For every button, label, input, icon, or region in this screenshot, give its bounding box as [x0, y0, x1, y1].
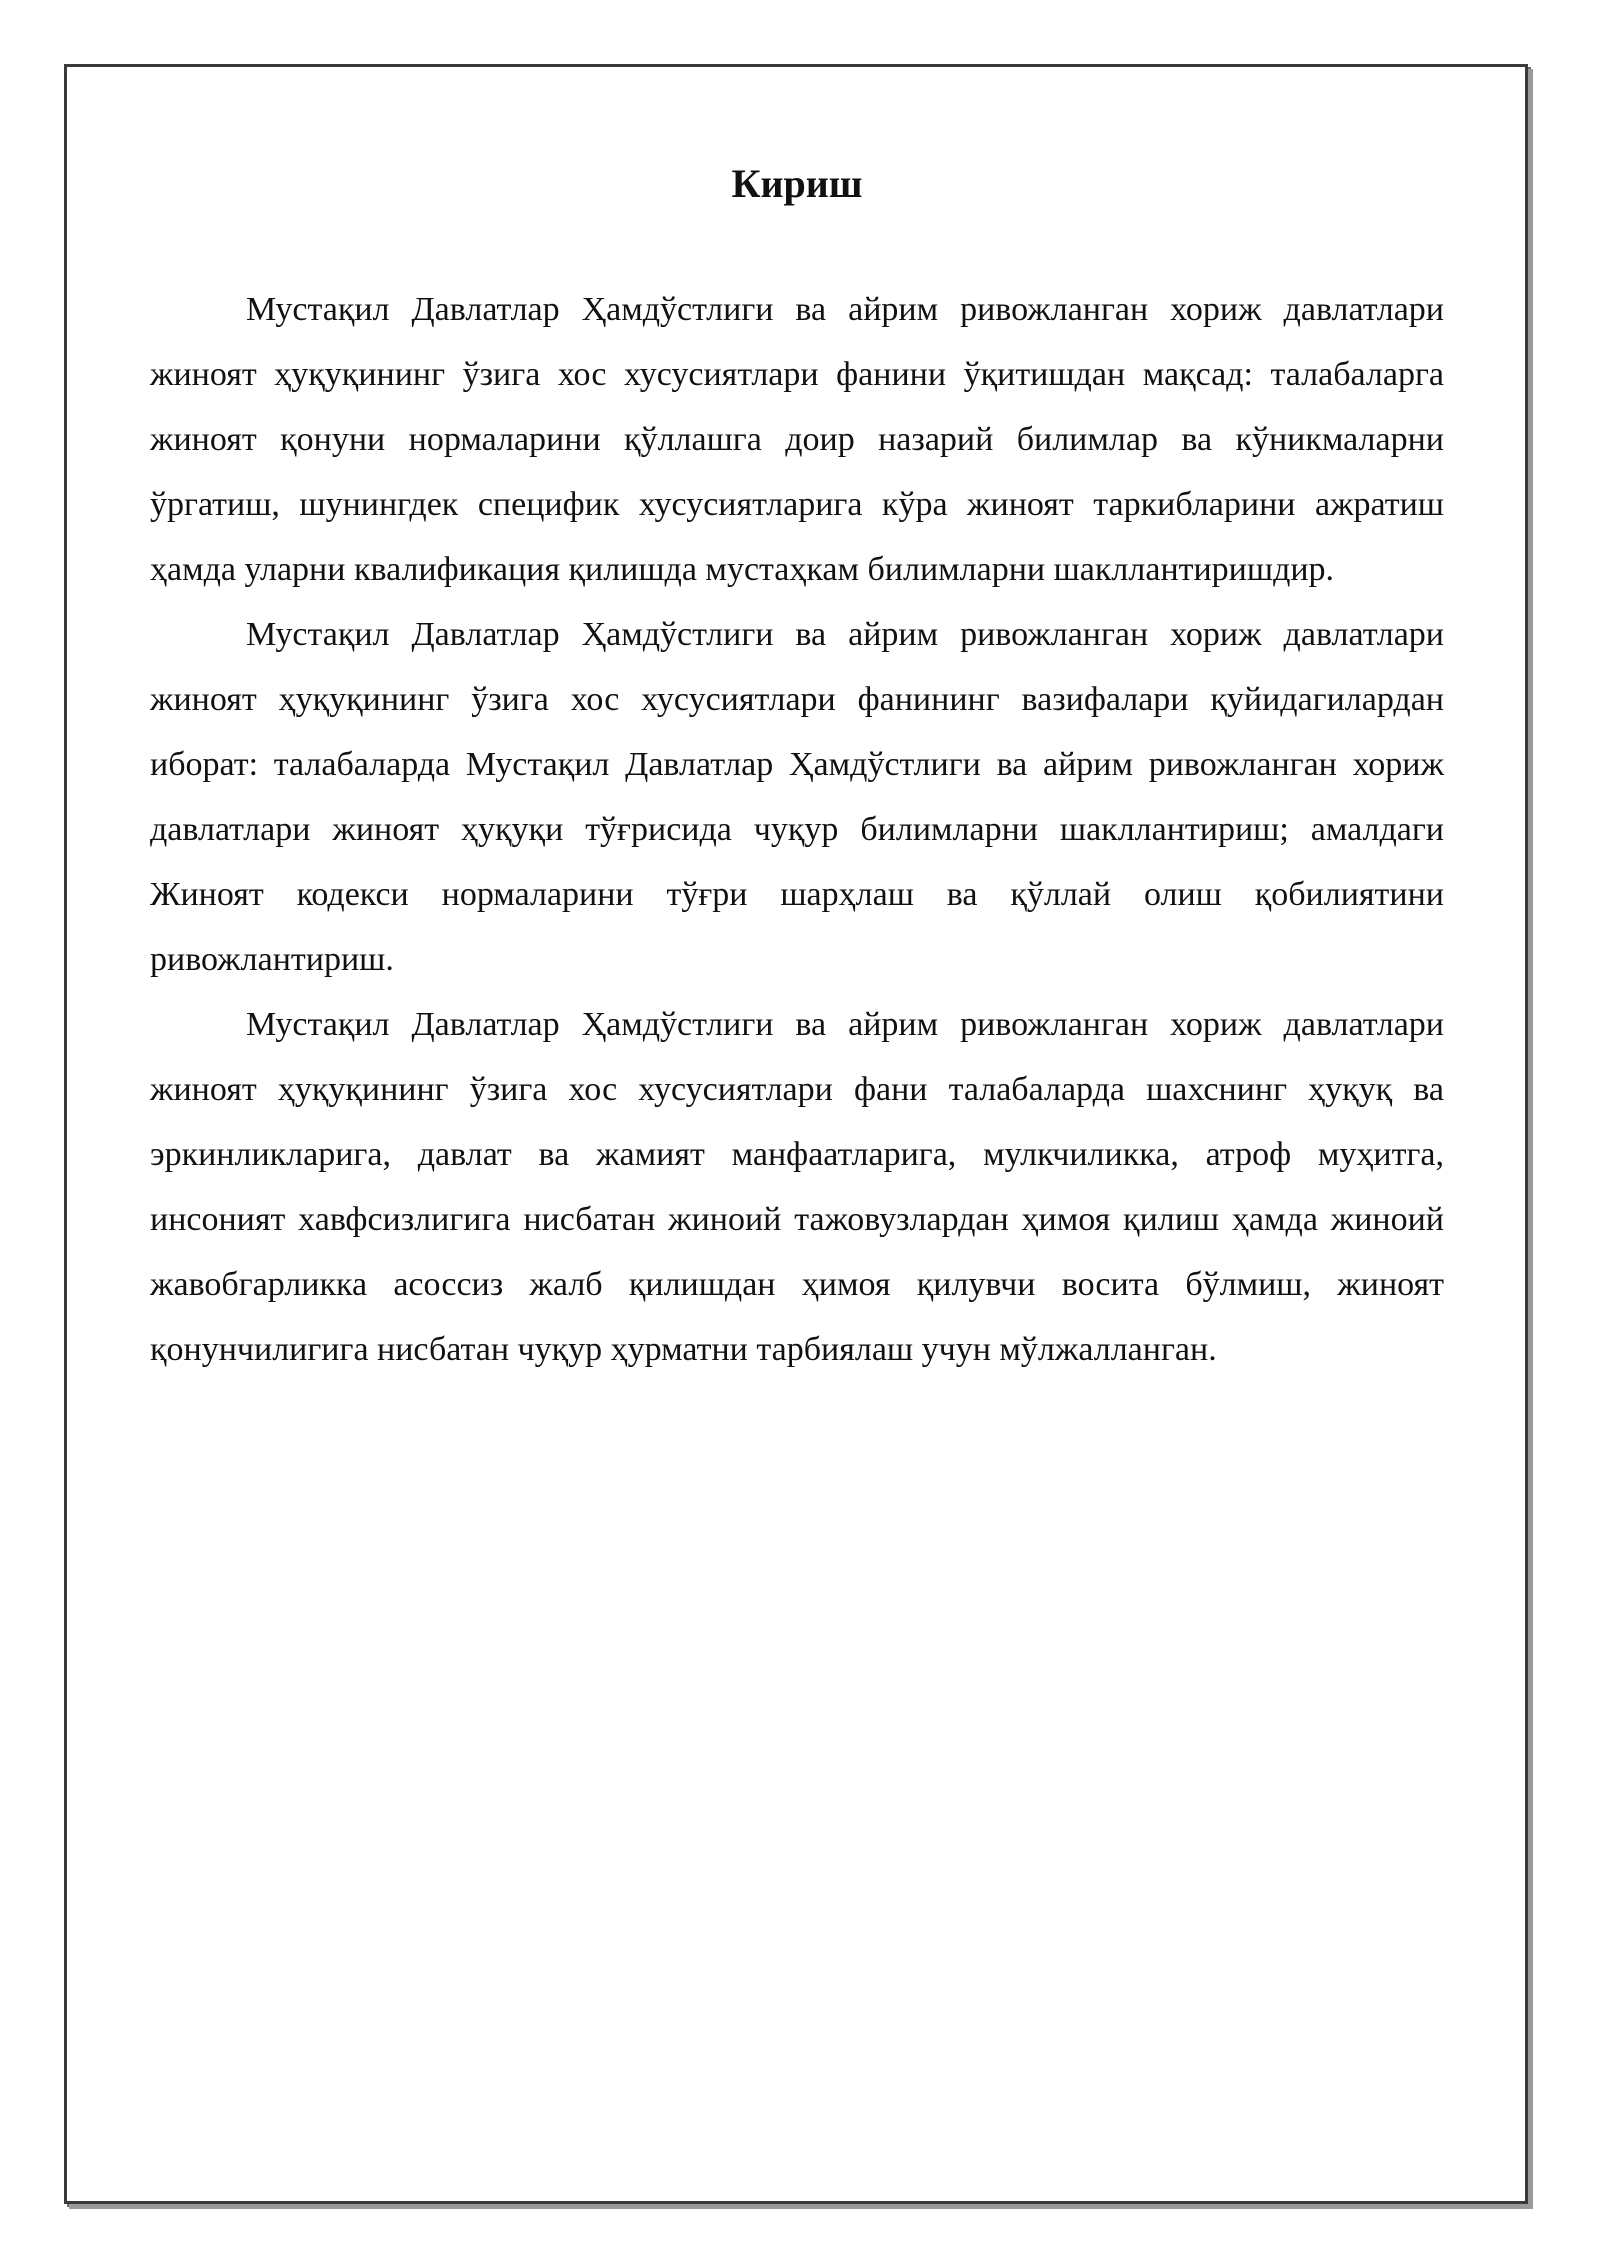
paragraph-tasks: Мустақил Давлатлар Ҳамдўстлиги ва айрим ривожланган хориж давлатлари жиноят ҳуқуқининг ўзига хос хусусиятлари фанининг вазифалари қуйидагилардан иборат: талабаларда Мустақил Давлатлар Ҳамдўстлиги ва айрим ривожланган хориж давлатлари жиноят ҳуқуқи тўғрисида чуқур билимларни шакллантириш; амалдаги Жиноят кодекси нормаларини тўғри шарҳлаш ва қўллай олиш қобилиятини ривожлантириш.	[150, 616, 1444, 978]
document-body	[150, 277, 1444, 1382]
page-title: Кириш	[731, 161, 863, 206]
paragraph-purpose: Мустақил Давлатлар Ҳамдўстлиги ва айрим ривожланган хориж давлатлари жиноят ҳуқуқининг ўзига хос хусусиятлари фанини ўқитишдан мақсад: талабаларга жиноят қонуни нормаларини қўллашга доир назарий билимлар ва кўникмаларни ўргатиш, шунингдек специфик хусусиятларига кўра жиноят таркибларини ажратиш ҳамда уларни квалификация қилишда мустаҳкам билимларни шакллантиришдир.	[150, 291, 1444, 588]
paragraph-significance: Мустақил Давлатлар Ҳамдўстлиги ва айрим ривожланган хориж давлатлари жиноят ҳуқуқининг ўзига хос хусусиятлари фани талабаларда шахснинг ҳуқуқ ва эркинликларига, давлат ва жамият манфаатларига, мулкчиликка, атроф муҳитга, инсоният хавфсизлигига нисбатан жиноий тажовузлардан ҳимоя қилиш ҳамда жиноий жавобгарликка асоссиз жалб қилишдан ҳимоя қилувчи восита бўлмиш, жиноят қонунчилигига нисбатан чуқур ҳурматни тарбиялаш учун мўлжалланган.	[150, 1006, 1444, 1368]
